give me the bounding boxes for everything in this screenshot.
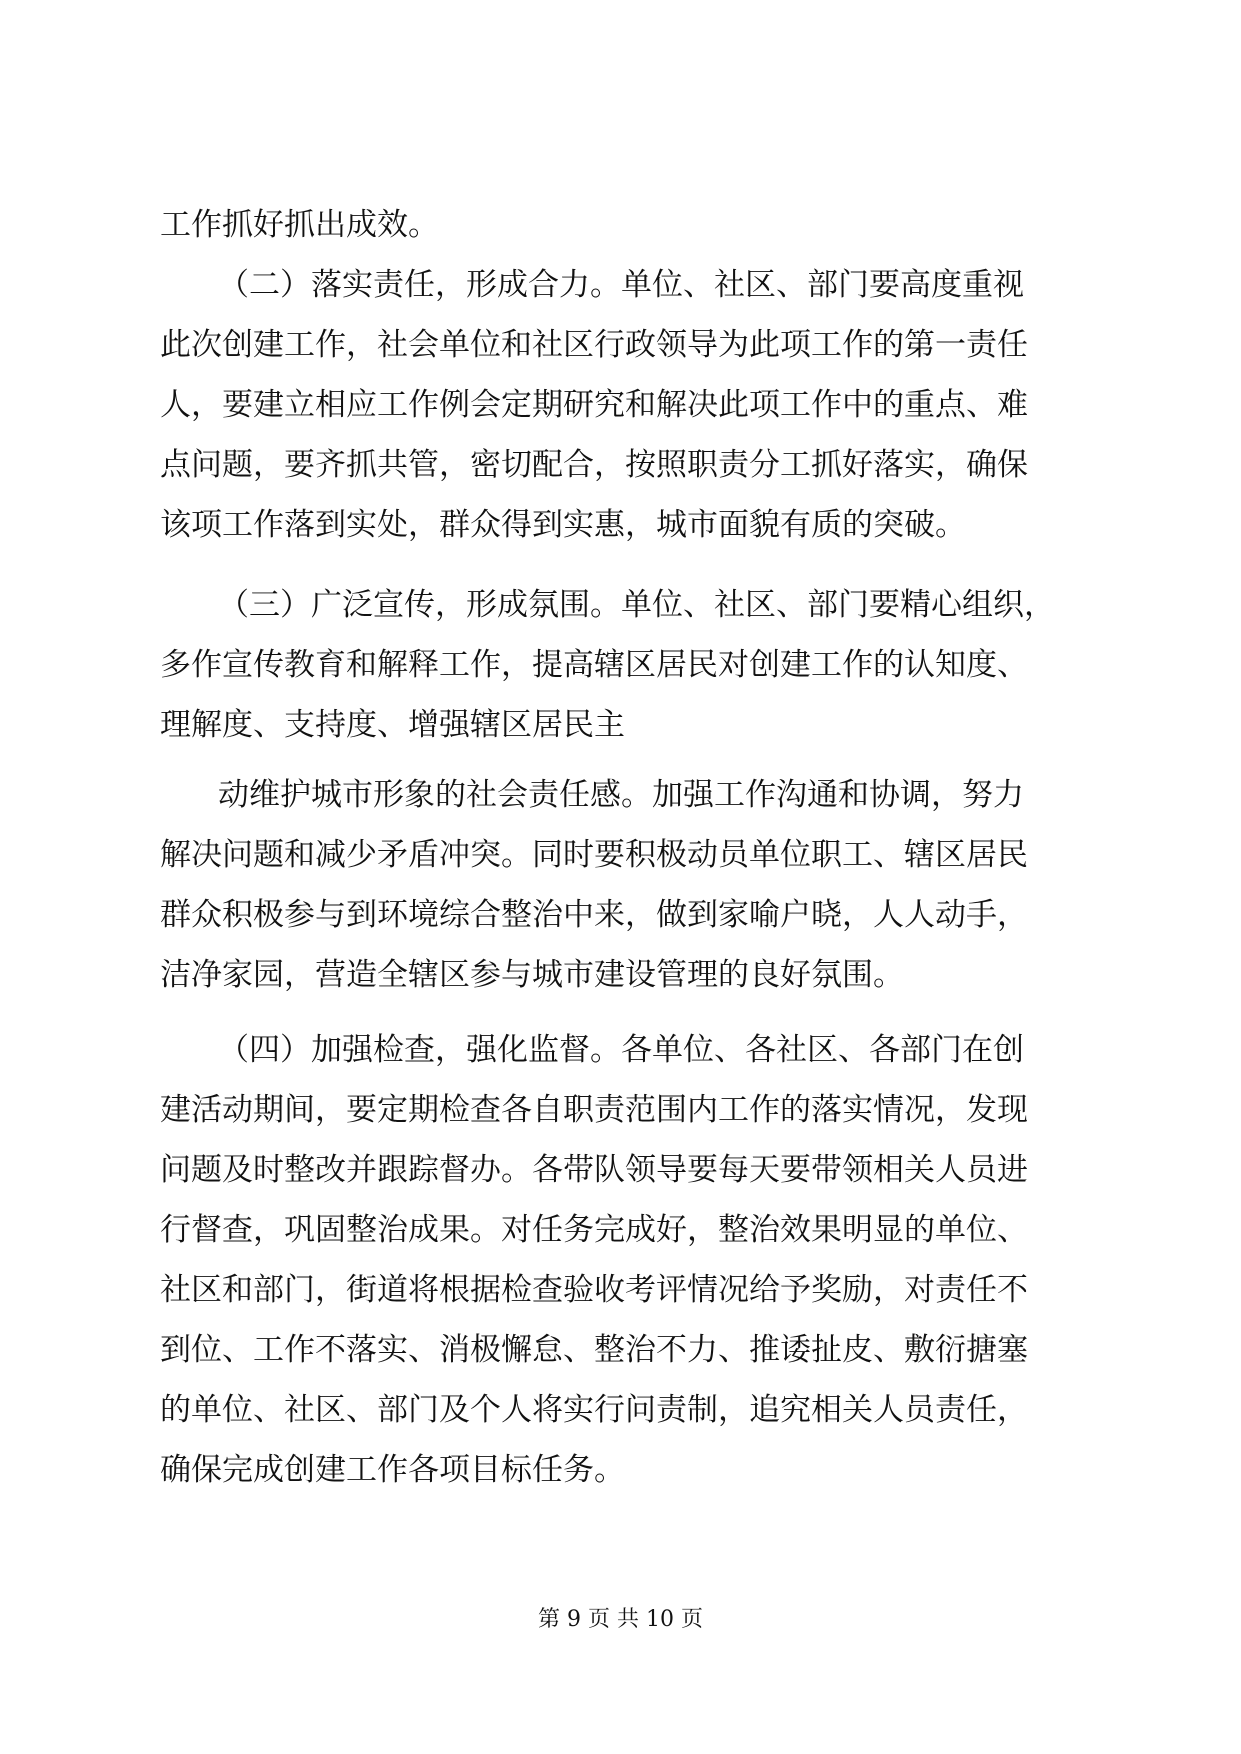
text-line: 点问题，要齐抓共管，密切配合，按照职责分工抓好落实，确保 <box>160 447 1028 483</box>
text-line: 多作宣传教育和解释工作，提高辖区居民对创建工作的认知度、 <box>160 647 1028 683</box>
text-line: 行督查，巩固整治成果。对任务完成好，整治效果明显的单位、 <box>160 1212 1028 1248</box>
text-line: 建活动期间，要定期检查各自职责范围内工作的落实情况，发现 <box>160 1092 1028 1128</box>
text-line: 社区和部门，街道将根据检查验收考评情况给予奖励，对责任不 <box>160 1272 1028 1308</box>
text-line: 此次创建工作，社会单位和社区行政领导为此项工作的第一责任 <box>160 327 1028 363</box>
text-line: 动维护城市形象的社会责任感。加强工作沟通和协调，努力 <box>218 777 1024 813</box>
text-line: 的单位、社区、部门及个人将实行问责制，追究相关人员责任， <box>160 1392 1028 1428</box>
text-line: 该项工作落到实处，群众得到实惠，城市面貌有质的突破。 <box>160 507 966 543</box>
text-line: 问题及时整改并跟踪督办。各带队领导要每天要带领相关人员进 <box>160 1152 1028 1188</box>
page-footer: 第 9 页 共 10 页 <box>538 1607 703 1632</box>
text-line: 工作抓好抓出成效。 <box>160 207 439 243</box>
text-line: 人，要建立相应工作例会定期研究和解决此项工作中的重点、难 <box>160 387 1028 423</box>
text-line: （四）加强检查，强化监督。各单位、各社区、各部门在创 <box>218 1032 1024 1068</box>
text-line: 洁净家园，营造全辖区参与城市建设管理的良好氛围。 <box>160 957 904 993</box>
text-line: 理解度、支持度、增强辖区居民主 <box>160 707 625 743</box>
text-line: 到位、工作不落实、消极懈怠、整治不力、推诿扯皮、敷衍搪塞 <box>160 1332 1028 1368</box>
text-line: 解决问题和减少矛盾冲突。同时要积极动员单位职工、辖区居民 <box>160 837 1028 873</box>
text-line: 群众积极参与到环境综合整治中来，做到家喻户晓，人人动手， <box>160 897 1028 933</box>
text-line: （三）广泛宣传，形成氛围。单位、社区、部门要精心组织， <box>218 587 1055 623</box>
text-line: （二）落实责任，形成合力。单位、社区、部门要高度重视 <box>218 267 1024 303</box>
text-line: 确保完成创建工作各项目标任务。 <box>160 1452 625 1488</box>
